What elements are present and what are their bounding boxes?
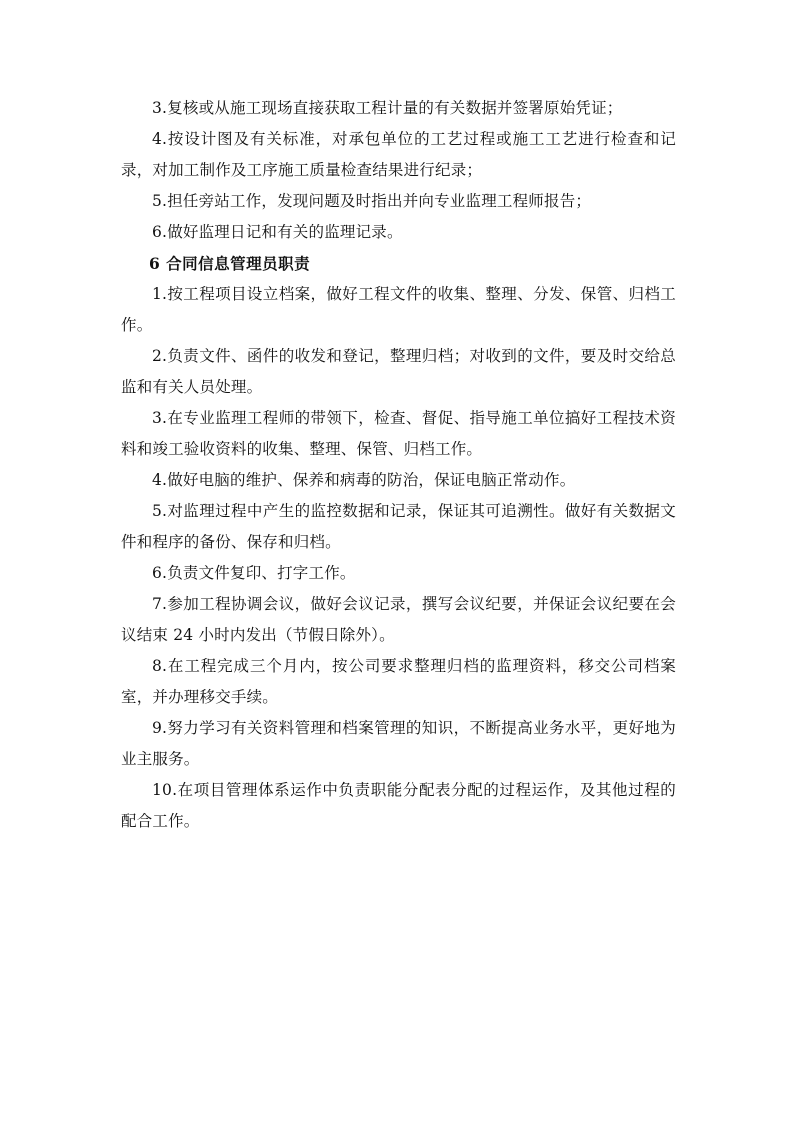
- paragraph: 4.做好电脑的维护、保养和病毒的防治，保证电脑正常动作。: [152, 471, 576, 489]
- paragraph: 7.参加工程协调会议，做好会议记录，撰写会议纪要，并保证会议纪要在会议结束 24 小时内发出（节假日除外）。: [121, 595, 676, 644]
- paragraph: 4.按设计图及有关标准，对承包单位的工艺过程或施工工艺进行检查和记录，对加工制作及工序施工质量检查结果进行纪录；: [121, 130, 676, 179]
- section-heading: 6 合同信息管理员职责: [149, 254, 311, 273]
- paragraph: 1.按工程项目设立档案，做好工程文件的收集、整理、分发、保管、归档工作。: [121, 285, 676, 334]
- paragraph: 2.负责文件、函件的收发和登记，整理归档；对收到的文件，要及时交给总监和有关人员处理。: [121, 347, 676, 396]
- paragraph: 3.复核或从施工现场直接获取工程计量的有关数据并签署原始凭证；: [152, 99, 623, 117]
- paragraph: 9.努力学习有关资料管理和档案管理的知识，不断提高业务水平，更好地为业主服务。: [121, 719, 676, 768]
- paragraph: 6.负责文件复印、打字工作。: [152, 564, 356, 582]
- document-body: [121, 93, 676, 837]
- paragraph: 3.在专业监理工程师的带领下，检查、督促、指导施工单位搞好工程技术资料和竣工验收资料的收集、整理、保管、归档工作。: [121, 409, 676, 458]
- paragraph: 8.在工程完成三个月内，按公司要求整理归档的监理资料，移交公司档案室，并办理移交手续。: [121, 657, 676, 706]
- paragraph: 5.担任旁站工作，发现问题及时指出并向专业监理工程师报告；: [152, 192, 592, 210]
- paragraph: 6.做好监理日记和有关的监理记录。: [152, 223, 403, 241]
- paragraph: 10.在项目管理体系运作中负责职能分配表分配的过程运作，及其他过程的配合工作。: [121, 781, 676, 830]
- paragraph: 5.对监理过程中产生的监控数据和记录，保证其可追溯性。做好有关数据文件和程序的备份、保存和归档。: [121, 502, 676, 551]
